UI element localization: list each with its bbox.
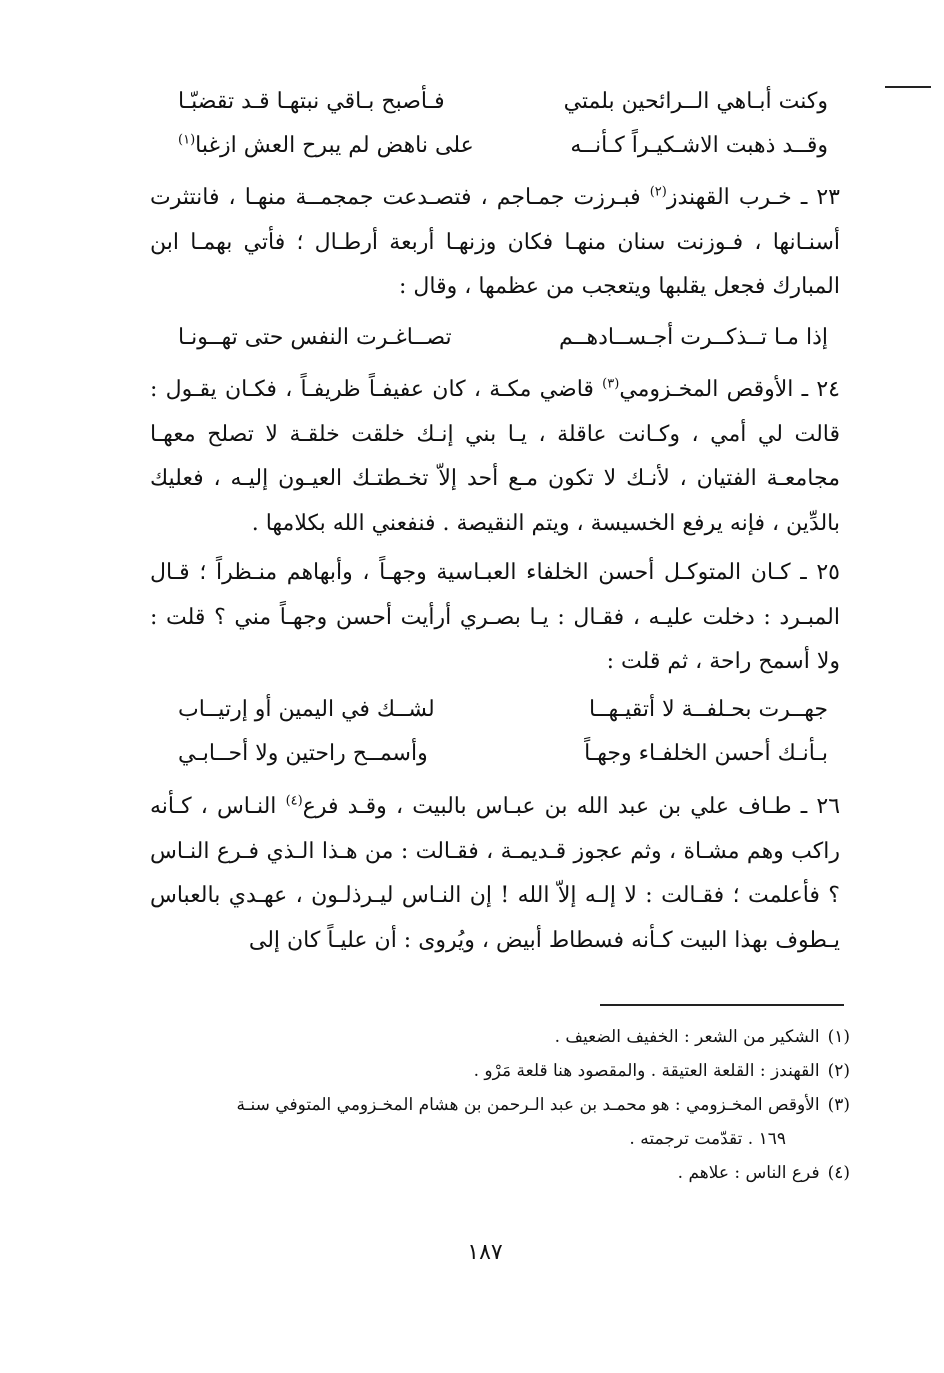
paragraph-26: ٢٦ ـ طـاف علي بن عبد الله بن عبـاس بالبيت ، وقـد فرع$^{(٤)}$ النـاس ، كـأنه راكب وهم مشـاة ، وثم عجوز قـديمـة ، فقـالت : من هـذا الـذي فـرع النـاس ؟ فأعلمت ؛ فقـالت : لا إلـه إلاّ الله ! إن النـاس ليـرذلـون ، عهـدي بالعباس يـطوف بهذا البيت كـأنه فسطاط أبيض ، ويُروى : أن عليـاً كان إلى <box>150 793 841 953</box>
footnote-ref: (٣) <box>602 376 620 392</box>
verse-line <box>150 734 840 774</box>
verse-hemistich-first: بـأنـك أحسن الخلفـاء وجهـاً <box>584 741 828 766</box>
footnote-divider <box>600 1004 844 1006</box>
verse-line <box>150 82 840 122</box>
verse-line <box>150 126 840 166</box>
footnote-ref: (١) <box>178 132 196 148</box>
verse-hemistich-first: إذا مـا تــذكــرت أجـســادهــم <box>558 325 828 350</box>
footnote: (٢)القهندز : القلعة العتيقة . والمقصود هنا قلعة مَرْو . <box>473 1061 850 1081</box>
verse-line <box>150 318 840 358</box>
footnote: (٣)الأوقص المخـزومي : هو محمـد بن عبد الـرحمن بن هشام المخـزومي المتوفي سنـة <box>236 1095 850 1115</box>
footnote-ref: (٢) <box>649 184 667 200</box>
verse-hemistich-second: تصــاغـرت النفس حتى تهــونـا <box>178 325 452 350</box>
paragraph-25: ٢٥ ـ كـان المتوكـل أحسن الخلفاء العبـاسية وجهـاً ، وأبهاهم منـظراً ؛ قـال المبـرد : دخلت عليـه ، فقـال : يـا بصـري أرأيت أحسن وجهـاً مني ؟ قلت : ولا أسمح راحة ، ثم قلت : <box>150 560 840 674</box>
verse-hemistich-second: لشــك في اليمين أو إرتيــاب <box>178 697 435 722</box>
footnote: (١)الشكير من الشعر : الخفيف الضعيف . <box>554 1027 850 1047</box>
footnotes <box>150 1020 850 1190</box>
page-number: ١٨٧ <box>467 1240 503 1265</box>
verse-line <box>150 690 840 730</box>
paragraph-24: ٢٤ ـ الأوقص المخـزومي$^{(٣)}$ قاضي مكـة ، كان عفيفـاً ظريفـاً ، فكـان يقـول : قالت لي أمي ، وكـانت عاقلة ، يـا بني إنـك خلقت خلقـة لا تصلح معهـا مجامعـة الفتيان ، لأنـك لا تكون مـع أحد إلاّ تخـطتـك العيـون إليـه ، فعليك بالدِّين ، فإنه يرفع الخسيسة ، ويتم النقيصة . فنفعني الله بكلامها . <box>150 376 840 536</box>
verse-hemistich-second: على ناهض لم يبرح العش ازغبا$^{(١)}$ <box>178 132 474 158</box>
footnote-continuation: ١٦٩ . تقدّمت ترجمته . <box>629 1129 786 1149</box>
paragraph-23: ٢٣ ـ خـرب القهندز$^{(٢)}$ فبـرزت جمـاجم ، فتصـدعت جمجمــة منهـا ، فانتثرت أسنـانها ، فـوزنت سنان منهـا فكان وزنهـا أربعة أرطـال ؛ فأتي بهمـا ابن المبارك فجعل يقلبها ويتعجب من عظمها ، وقال : <box>150 184 840 299</box>
verse-hemistich-second: فـأصبح بـاقي نبتهـا قـد تقضبّـا <box>178 89 445 114</box>
footnote: (٤)فرع الناس : علاهم . <box>677 1163 850 1183</box>
margin-mark <box>885 86 931 88</box>
footnote-ref: (٤) <box>285 793 303 809</box>
verse-hemistich-first: وقــد ذهبت الاشـكيـراً كـأنــه <box>570 133 828 158</box>
verse-hemistich-second: وأسمــح راحتين ولا أحــابـي <box>178 741 428 766</box>
verse-hemistich-first: وكنت أبـاهي الــرائحين بلمتي <box>563 89 828 114</box>
verse-hemistich-first: جهــرت بحـلفــة لا أتقيـهــا <box>588 697 828 722</box>
